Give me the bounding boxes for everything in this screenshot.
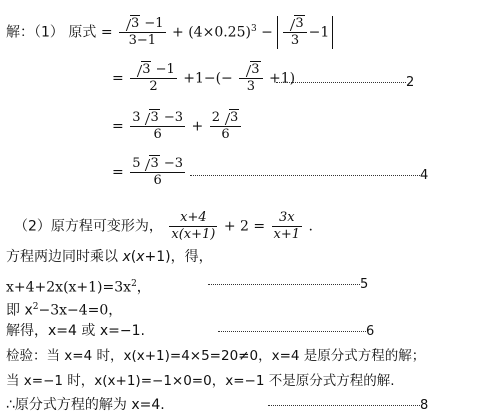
part2-line6: [6, 372, 395, 390]
part2-line1: [6, 248, 213, 266]
exponent: 2: [131, 279, 137, 289]
part1-line4: [112, 156, 187, 189]
equation-text: x+4+2x(x+1)=3x: [6, 279, 132, 296]
part2-line5: [6, 347, 425, 365]
num-tail: −3: [159, 110, 184, 125]
text: −3x−4=0，: [38, 302, 123, 319]
exponent: 2: [32, 302, 39, 312]
denominator: 6: [153, 173, 162, 188]
part2-equation: [14, 210, 313, 243]
denominator: 2: [149, 79, 158, 94]
period: .: [308, 218, 313, 235]
text: 当 x=−1 时，x(x+1)=−1×0=0，x=−1 不是原分式方程的解.: [6, 373, 395, 389]
fraction: [239, 62, 262, 95]
minus-sign: −: [261, 24, 273, 41]
score-mark-6: [218, 322, 374, 341]
num-tail: −1: [151, 62, 175, 77]
fraction: [272, 210, 303, 243]
coefficient: 2: [211, 110, 220, 125]
text: 检验：当 x=4 时，x(x+1)=4×5=20≠0，x=4 是原分式方程的解；: [6, 348, 426, 364]
sqrt-value: 3: [295, 16, 304, 31]
num-tail: −3: [159, 156, 184, 171]
text: 解得，x=4 或 x=−1.: [6, 323, 145, 339]
sqrt-value: 3: [131, 16, 140, 31]
expr-part: +1−(−: [183, 70, 233, 87]
mark-number: 8: [420, 398, 429, 413]
denominator: 3: [246, 79, 256, 94]
numerator: x+4: [180, 210, 207, 225]
part1-line1: [6, 16, 333, 49]
score-mark-5: [208, 275, 368, 294]
coefficient: 5: [132, 156, 141, 171]
absolute-value: [277, 16, 333, 49]
power-exponent: 3: [250, 23, 257, 34]
fraction: [130, 110, 185, 143]
fraction-term1: [119, 16, 166, 49]
numerator: 3x: [278, 210, 295, 225]
text: (: [130, 249, 137, 265]
text: 方程两边同时乘以: [6, 249, 123, 265]
expr-part: +1): [268, 70, 296, 87]
text: +1)，得，: [144, 249, 213, 265]
mark-number: 4: [420, 168, 429, 183]
equals: =: [112, 70, 124, 87]
coefficient: 3: [132, 110, 141, 125]
score-mark-8: [268, 396, 428, 415]
expr-part: + 2 =: [223, 218, 266, 235]
score-mark-2: [276, 73, 414, 92]
plus-sign: +: [172, 24, 184, 41]
equals: =: [112, 118, 124, 135]
fraction: [130, 156, 185, 189]
score-mark-4: [190, 166, 428, 185]
part2-line2: [6, 275, 151, 297]
power-base: (4×0.25): [188, 24, 251, 41]
part2-line4: [6, 322, 145, 340]
part1-line3: [112, 110, 243, 143]
text: 即 x: [6, 302, 33, 319]
sqrt-value: 3: [251, 62, 260, 77]
denominator: 6: [221, 127, 230, 142]
denominator: 6: [153, 127, 162, 142]
part1-prefix: 解：（1） 原式: [6, 24, 97, 41]
denominator: 3−1: [128, 33, 156, 48]
part1-line2: [112, 62, 295, 95]
plus-sign: +: [191, 118, 204, 135]
sqrt-value: 3: [150, 156, 159, 171]
text: ∴原分式方程的解为 x=4.: [6, 397, 165, 413]
fraction: [210, 110, 242, 143]
fraction: [169, 210, 217, 243]
denominator: x(x+1): [171, 227, 216, 242]
part2-line7: [6, 396, 165, 414]
var: x: [136, 249, 145, 265]
text: ，: [136, 279, 151, 296]
var: x: [122, 249, 131, 265]
mark-number: 2: [406, 75, 415, 90]
sqrt-value: 3: [142, 62, 151, 77]
part2-line3: [6, 298, 122, 320]
sqrt-value: 3: [229, 110, 239, 125]
sqrt-value: 3: [150, 110, 159, 125]
num-tail: −1: [140, 16, 164, 31]
equals: =: [112, 164, 124, 181]
denominator: x+1: [273, 227, 301, 242]
fraction: [130, 62, 177, 95]
equals: =: [100, 24, 113, 41]
mark-number: 6: [366, 324, 375, 339]
part2-intro: （2）原方程可变形为，: [14, 218, 163, 235]
abs-tail: −1: [308, 24, 330, 41]
mark-number: 5: [360, 277, 369, 292]
denominator: 3: [290, 33, 300, 48]
